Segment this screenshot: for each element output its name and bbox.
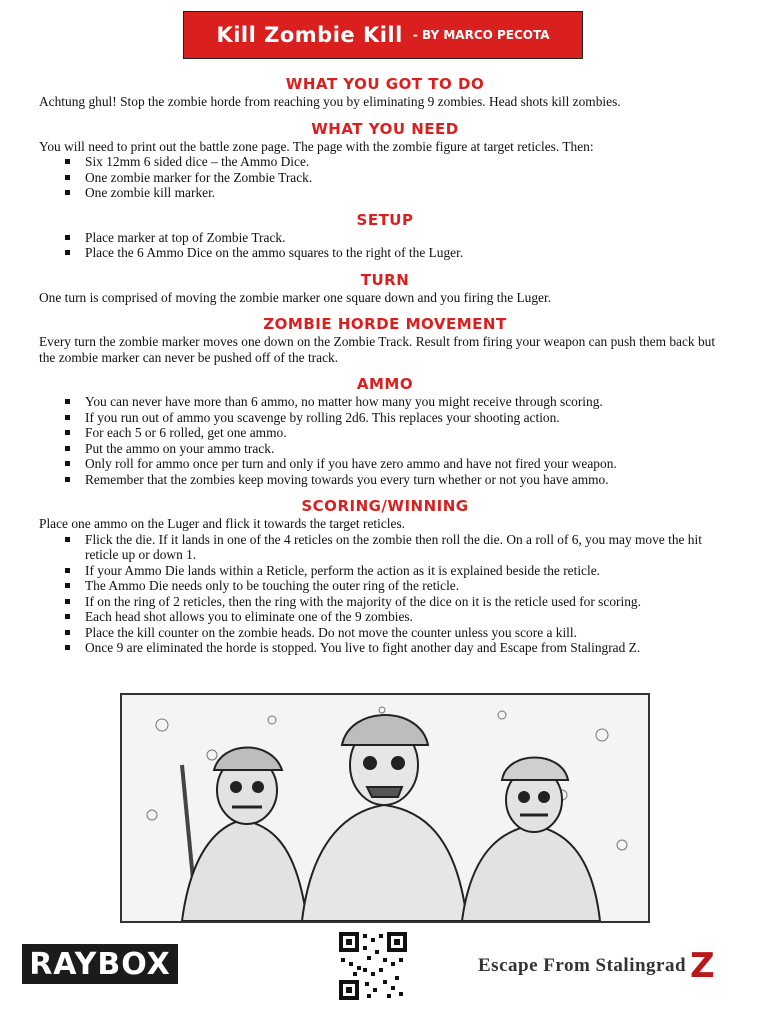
section-text: One turn is comprised of moving the zombie marker one square down and you firing the Luger. (39, 289, 552, 305)
bullet-list (39, 154, 731, 201)
section-text: Place one ammo on the Luger and flick it towards the target reticles. (39, 516, 406, 531)
section-heading: WHAT YOU GOT TO DO (285, 75, 485, 93)
list-item: One zombie kill marker. (65, 185, 731, 201)
list-item: If your Ammo Die lands within a Reticle, perform the action as it is explained beside the reticle. (65, 563, 731, 579)
list-item: If on the ring of 2 reticles, then the ring with the majority of the dice on it is the reticle used for scoring. (65, 594, 731, 610)
bullet-list (39, 532, 731, 656)
section-turn (39, 271, 731, 306)
section-heading: SCORING/WINNING (301, 497, 469, 515)
section-heading: WHAT YOU NEED (311, 119, 459, 138)
list-item: The Ammo Die needs only to be touching the outer ring of the reticle. (65, 578, 731, 594)
section-setup (39, 211, 731, 261)
section-heading: TURN (360, 270, 410, 289)
section-heading: AMMO (356, 375, 414, 393)
section-text: Every turn the zombie marker moves one down on the Zombie Track. Result from firing your weapon can push them back but the zombie marker can never be pushed off of the track. (39, 334, 716, 365)
section-scoring (39, 497, 731, 656)
section-movement (39, 315, 731, 365)
section-ammo (39, 375, 731, 487)
bullet-list (39, 394, 731, 487)
list-item: Flick the die. If it lands in one of the 4 reticles on the zombie then roll the die. On a roll of 6, you may move the hit reticle up or down 1. (65, 532, 731, 563)
title-banner (183, 11, 583, 59)
list-item: Place the 6 Ammo Dice on the ammo squares to the right of the Luger. (65, 245, 731, 261)
section-heading: SETUP (356, 210, 414, 229)
list-item: One zombie marker for the Zombie Track. (65, 170, 731, 186)
escape-logo-z-mark: Z (690, 946, 716, 986)
list-item: Once 9 are eliminated the horde is stopped. You live to fight another day and Escape from Stalingrad Z. (65, 640, 731, 656)
section-goal (39, 75, 731, 110)
section-text: Achtung ghul! Stop the zombie horde from reaching you by eliminating 9 zombies. Head shots kill zombies. (39, 94, 621, 109)
list-item: Only roll for ammo once per turn and only if you have zero ammo and have not fired your weapon. (65, 456, 731, 472)
list-item: For each 5 or 6 rolled, get one ammo. (65, 425, 731, 441)
raybox-logo-text: RAYBOX (29, 946, 171, 982)
bullet-list (39, 230, 731, 261)
author-byline: - BY MARCO PECOTA (412, 28, 550, 42)
rules-content (39, 75, 731, 656)
document-title: Kill Zombie Kill (216, 23, 403, 47)
list-item: You can never have more than 6 ammo, no matter how many you might receive through scoring. (65, 394, 731, 410)
list-item: Each head shot allows you to eliminate one of the 9 zombies. (65, 609, 731, 625)
section-text: You will need to print out the battle zone page. The page with the zombie figure at target reticles. Then: (39, 138, 594, 154)
escape-logo-text: Escape From Stalingrad (478, 955, 687, 976)
qr-code (339, 932, 407, 1000)
section-heading: ZOMBIE HORDE MOVEMENT (263, 315, 507, 333)
list-item: If you run out of ammo you scavenge by rolling 2d6. This replaces your shooting action. (65, 410, 731, 426)
escape-from-stalingrad-logo (478, 946, 728, 986)
list-item: Remember that the zombies keep moving towards you every turn whether or not you have ammo. (65, 472, 731, 488)
list-item: Six 12mm 6 sided dice – the Ammo Dice. (65, 154, 731, 170)
list-item: Place marker at top of Zombie Track. (65, 230, 731, 246)
raybox-logo (22, 944, 178, 984)
section-need (39, 120, 731, 201)
list-item: Put the ammo on your ammo track. (65, 441, 731, 457)
list-item: Place the kill counter on the zombie heads. Do not move the counter unless you score a kill. (65, 625, 731, 641)
zombie-soldiers-illustration (120, 693, 650, 923)
